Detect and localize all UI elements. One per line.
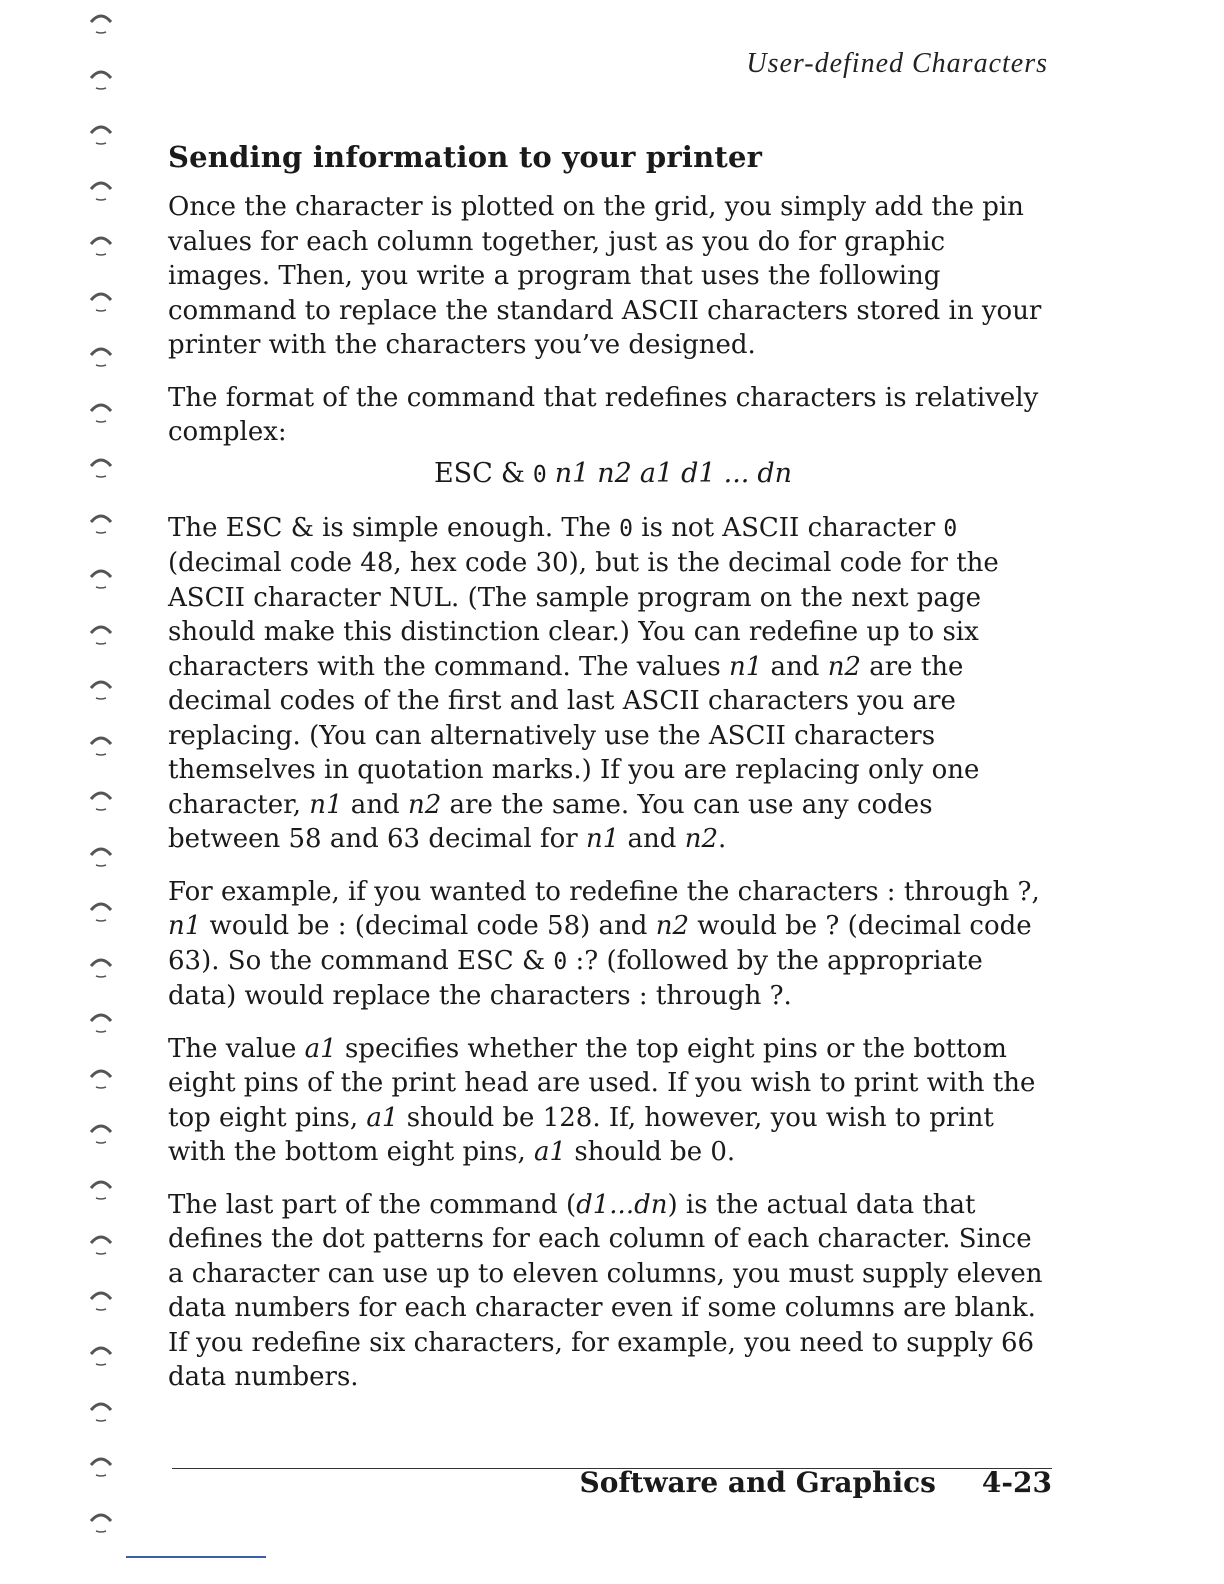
running-header: User-defined Characters bbox=[746, 48, 1048, 79]
section-heading: Sending information to your printer bbox=[168, 140, 763, 174]
binding-hole-mark bbox=[88, 119, 114, 145]
page-number: 4-23 bbox=[981, 1466, 1052, 1499]
binding-hole-mark bbox=[88, 896, 114, 922]
binding-hole-mark bbox=[88, 341, 114, 367]
paragraph-example: For example, if you wanted to redefine the characters : through ?, n1 would be : (decimal code 58) and n2 would be ? (decimal code 63). So the command ESC & 0 :? (followed by the appropriate data) would replace the characters : through ?. bbox=[168, 876, 1040, 1011]
binding-hole-mark bbox=[88, 1174, 114, 1200]
formula-a1: a1 bbox=[639, 457, 674, 489]
binding-hole-mark bbox=[88, 952, 114, 978]
footer-section-title: Software and Graphics bbox=[579, 1466, 936, 1499]
formula-n1: n1 bbox=[554, 457, 590, 489]
binding-hole-mark bbox=[88, 286, 114, 312]
binding-hole-mark bbox=[88, 8, 114, 34]
binding-hole-mark bbox=[88, 452, 114, 478]
formula-zero: 0 bbox=[532, 461, 547, 488]
binding-hole-mark bbox=[88, 1396, 114, 1422]
paragraph-format: The format of the command that redefines characters is relatively complex: bbox=[168, 382, 1039, 447]
binding-hole-mark bbox=[88, 785, 114, 811]
paragraph-escape-explanation: The ESC & is simple enough. The 0 is not ASCII character 0 (decimal code 48, hex code 30), but is the decimal code for the ASCII character NUL. (The sample program on the next page should make this distinction clear.) You can redefine up to six characters with the command. The values n1 and n2 are the decimal codes of the first and last ASCII characters you are replacing. (You can alternatively use the ASCII characters themselves in quotation marks.) If you are replacing only one character, n1 and n2 are the same. You can use any codes between 58 and 63 decimal for n1 and n2. bbox=[168, 512, 999, 854]
paragraph-a1-value: The value a1 specifies whether the top eight pins or the bottom eight pins of the print head are used. If you wish to print with the top eight pins, a1 should be 128. If, however, you wish to print with the bottom eight pins, a1 should be 0. bbox=[168, 1033, 1036, 1167]
formula-amp: & bbox=[500, 457, 525, 489]
page-footer bbox=[579, 1466, 1052, 1499]
formula-d1: d1 bbox=[681, 457, 716, 489]
command-format bbox=[168, 456, 1048, 493]
binding-hole-mark bbox=[88, 563, 114, 589]
binding-hole-mark bbox=[88, 730, 114, 756]
binding-hole-mark bbox=[88, 1229, 114, 1255]
binding-hole-mark bbox=[88, 1063, 114, 1089]
binding-hole-mark bbox=[88, 674, 114, 700]
scan-edge-line bbox=[126, 1556, 266, 1558]
formula-n2: n2 bbox=[597, 457, 632, 489]
binding-hole-mark bbox=[88, 230, 114, 256]
paragraph-data-part: The last part of the command (d1...dn) is the actual data that defines the dot patterns for each column of each character. Since a character can use up to eleven columns, you must supply eleven data numbers for each character even if some columns are blank. If you redefine six characters, for example, you need to supply 66 data numbers. bbox=[168, 1189, 1043, 1392]
binding-hole-mark bbox=[88, 1118, 114, 1144]
formula-ellipsis: ... bbox=[723, 457, 750, 489]
binding-margin bbox=[0, 0, 130, 1584]
binding-hole-mark bbox=[88, 508, 114, 534]
page-content bbox=[168, 140, 1048, 1413]
binding-hole-mark bbox=[88, 1007, 114, 1033]
formula-esc: ESC bbox=[433, 457, 493, 489]
binding-hole-mark bbox=[88, 1340, 114, 1366]
binding-hole-mark bbox=[88, 1285, 114, 1311]
binding-hole-mark bbox=[88, 619, 114, 645]
binding-hole-mark bbox=[88, 64, 114, 90]
binding-hole-mark bbox=[88, 175, 114, 201]
binding-hole-mark bbox=[88, 841, 114, 867]
binding-hole-mark bbox=[88, 1507, 114, 1533]
binding-hole-mark bbox=[88, 1451, 114, 1477]
formula-dn: dn bbox=[757, 457, 793, 489]
paragraph-intro: Once the character is plotted on the grid, you simply add the pin values for each column together, just as you do for graphic images. Then, you write a program that uses the following command to replace the standard ASCII characters stored in your printer with the characters you’ve designed. bbox=[168, 192, 1042, 360]
binding-hole-mark bbox=[88, 397, 114, 423]
